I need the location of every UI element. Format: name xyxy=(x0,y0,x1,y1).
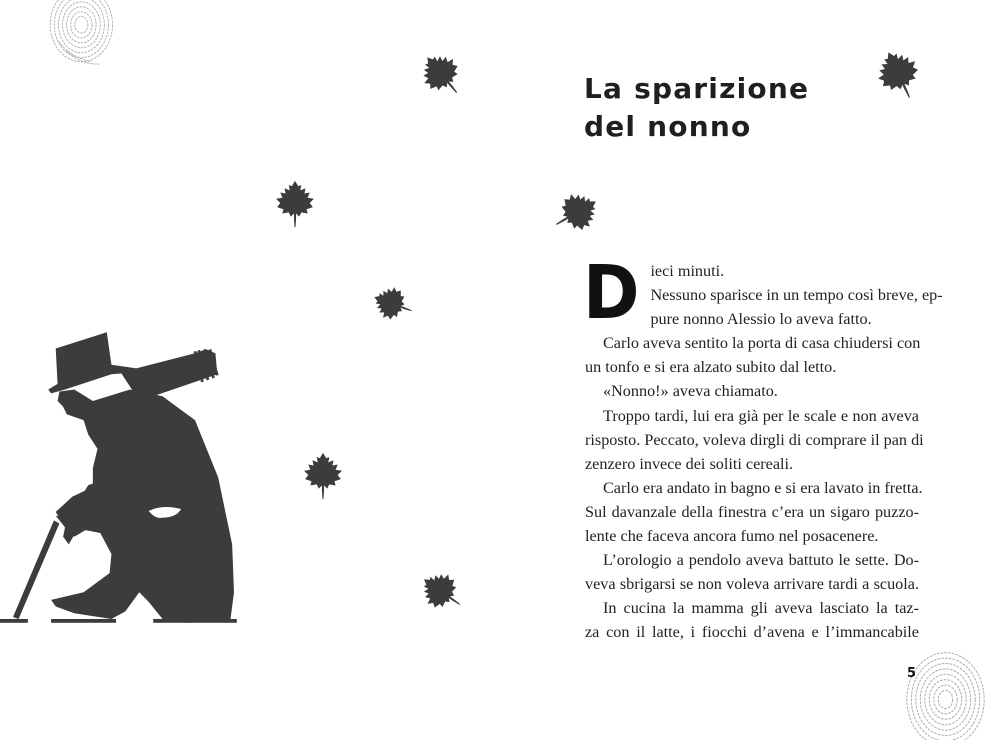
text-line: Nessuno sparisce in un tempo così breve, ep- xyxy=(650,286,943,305)
text-line: za con il latte, i fiocchi d’avena e l’immancabile xyxy=(585,623,919,642)
maple-leaf-icon xyxy=(544,181,608,246)
text-line: Carlo era andato in bagno e si era lavato in fretta. xyxy=(603,478,923,497)
fingerprint-icon xyxy=(905,650,995,740)
text-line: In cucina la mamma gli aveva lasciato la taz- xyxy=(603,599,919,618)
chapter-title-line-1: La sparizione xyxy=(584,72,810,105)
text-line: veva sbrigarsi se non voleva arrivare tardi a scuola. xyxy=(585,575,919,594)
text-line: Sul davanzale della finestra c’era un sigaro puzzo- xyxy=(585,502,919,521)
text-line: lente che faceva ancora fumo nel posacenere. xyxy=(585,527,879,546)
text-line: pure nonno Alessio lo aveva fatto. xyxy=(650,310,872,329)
maple-leaf-icon xyxy=(867,42,932,108)
fingerprint-icon xyxy=(42,0,124,74)
maple-leaf-icon xyxy=(367,278,418,329)
maple-leaf-icon xyxy=(411,561,472,622)
text-line: Carlo aveva sentito la porta di casa chiudersi con xyxy=(603,334,921,353)
text-line: risposto. Peccato, voleva dirgli di comprare il pan di xyxy=(585,430,924,449)
page-number: 5 xyxy=(907,666,917,681)
text-line: L’orologio a pendolo aveva battuto le sette. Do- xyxy=(603,551,919,570)
maple-leaf-icon xyxy=(410,43,473,107)
maple-leaf-icon xyxy=(302,448,344,504)
text-line: Troppo tardi, lui era già per le scale e non aveva xyxy=(603,406,919,425)
text-line: un tonfo e si era alzato subito dal letto. xyxy=(585,358,837,377)
drop-cap: D xyxy=(583,250,640,336)
chapter-title xyxy=(584,70,809,146)
maple-leaf-icon xyxy=(274,180,316,228)
text-line: «Nonno!» aveva chiamato. xyxy=(603,382,778,401)
chapter-body-text xyxy=(583,250,943,645)
text-line: ieci minuti. xyxy=(650,262,725,280)
old-man-silhouette xyxy=(0,315,260,640)
chapter-title-line-2: del nonno xyxy=(584,110,752,143)
text-line: zenzero invece dei soliti cereali. xyxy=(585,454,794,473)
